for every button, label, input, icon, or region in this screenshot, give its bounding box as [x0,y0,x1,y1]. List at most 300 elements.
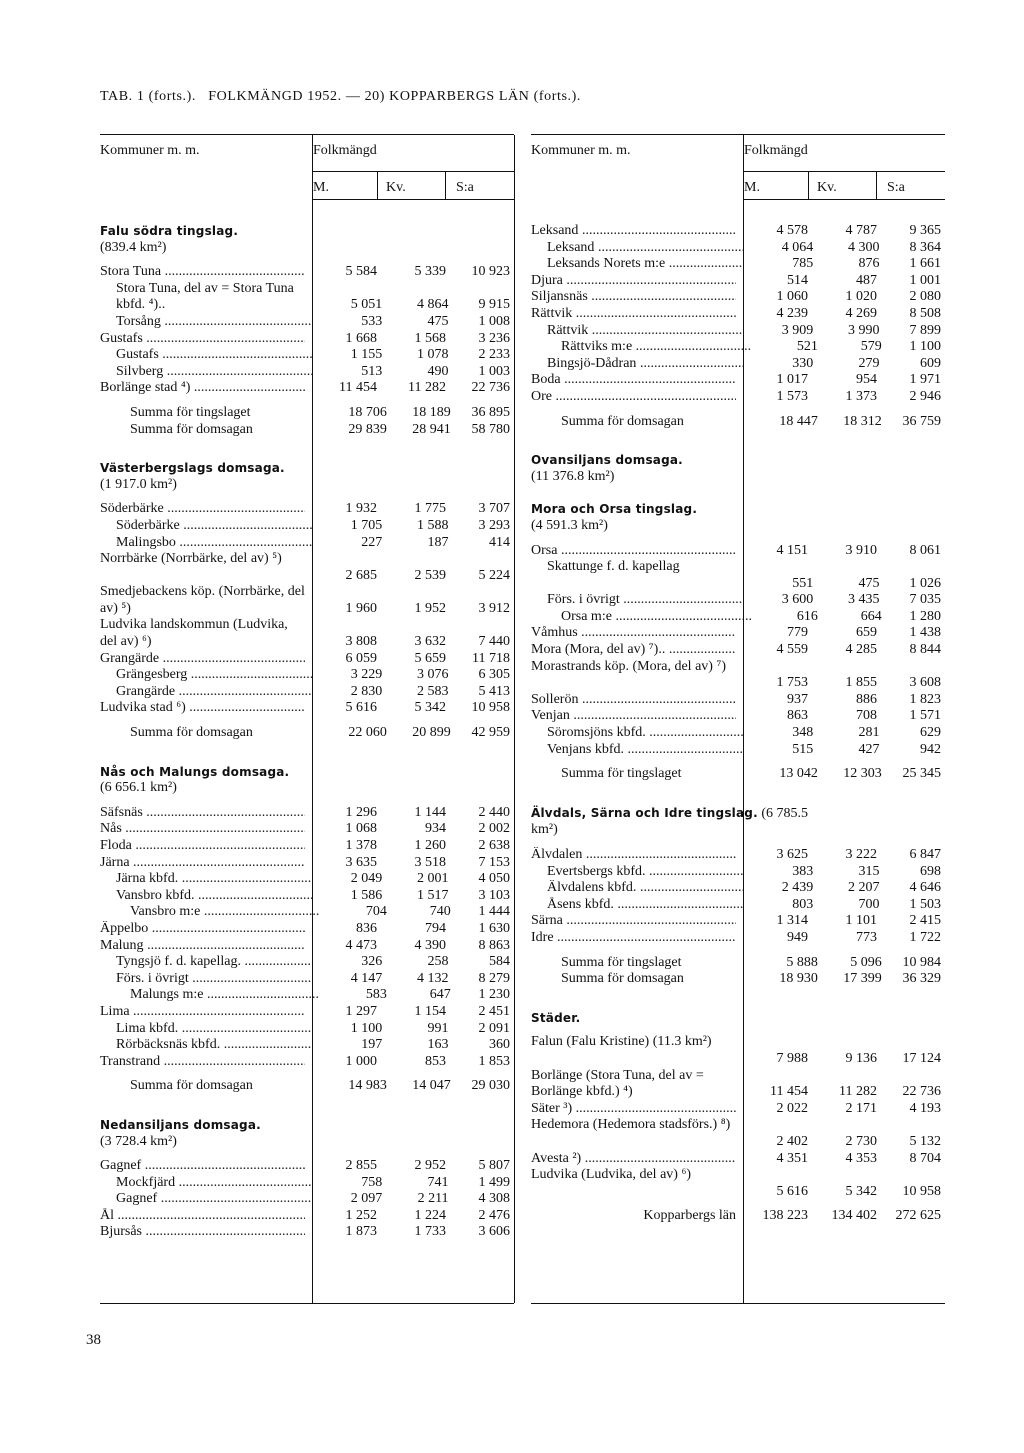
cell-m: 18 447 [779,413,818,429]
cell-kv: 1 101 [845,913,877,929]
section-title: Nås och Malungs domsaga. [100,764,290,779]
cell-sa: 2 476 [478,1207,510,1223]
cell-sa: 1 003 [478,363,510,379]
cell-m: 6 059 [345,650,377,666]
table-row [100,667,514,684]
row-name: Leksands Norets m:e ..... [547,256,744,273]
row-name: Ludvika landskommun (Ludvika, del av) ⁶) [100,617,288,650]
cell-kv: 490 [427,363,449,379]
cell-m: 937 [787,691,808,707]
cell-kv: 5 659 [414,650,446,666]
cell-m: 2 830 [350,683,383,699]
cell-m: 5 051 [350,297,383,313]
row-name: Silvberg ..... [116,364,313,381]
cell-sa: 2 440 [478,804,510,820]
cell-sa: 9 915 [478,297,510,313]
table-row [531,930,945,947]
row-name: Ludvika (Ludvika, del av) ⁶) [531,1167,691,1183]
cell-kv: 4 132 [417,970,449,986]
cell-kv: 20 899 [412,725,451,741]
cell-sa: 1 100 [909,339,941,355]
table-row [531,592,945,609]
row-name: Malungs m:e ..... [130,987,320,1004]
table-row [531,256,945,273]
cell-m: 3 229 [350,667,383,683]
cell-kv: 4 390 [414,937,446,953]
table-row [100,684,514,701]
section-title: Ovansiljans domsaga. [531,453,683,468]
cell-sa: 5 132 [909,1133,941,1149]
column-m: M. [313,180,329,195]
cell-m: 1 873 [345,1224,377,1240]
cell-kv: 1 224 [414,1207,446,1223]
county-title: 20) KOPPARBERGS LÄN (forts.). [364,89,581,104]
cell-sa: 4 050 [478,871,510,887]
cell-kv: 1 260 [414,838,446,853]
page-header [100,89,960,105]
row-name: Rättviks m:e ..... [561,339,751,356]
cell-sa: 22 736 [471,380,510,396]
section-area: (6 785.5 km²) [531,805,809,838]
cell-m: 4 473 [345,937,377,953]
row-name: Säter ³) ..... [531,1101,736,1118]
row-name: Ore ..... [531,389,736,406]
cell-kv: 954 [856,372,877,388]
header-bottom-rule [312,199,514,200]
cell-m: 1 378 [345,838,377,853]
cell-m: 513 [361,363,383,379]
cell-m: 1 252 [345,1207,377,1223]
cell-sa: 10 958 [471,700,510,716]
row-name: Mora (Mora, del av) ⁷).. ..... [531,642,736,659]
row-name: Våmhus ..... [531,625,736,642]
table-row [100,347,514,364]
cell-kv: 2 211 [417,1191,449,1207]
cell-kv: 2 952 [414,1158,446,1174]
cell-kv: 3 222 [845,847,877,862]
cell-sa: 5 413 [478,683,510,699]
row-name: Ål ..... [100,1208,305,1225]
cell-sa: 22 736 [902,1084,941,1100]
row-name: Transtrand ..... [100,1054,305,1071]
cell-m: 514 [787,272,808,288]
cell-sa: 8 364 [909,239,941,255]
cell-kv: 853 [425,1053,446,1069]
table-row [531,273,945,290]
cell-m: 785 [792,256,814,272]
row-name: Venjan ..... [531,708,736,725]
cell-sa: 5 224 [478,567,510,583]
cell-kv: 1 078 [417,347,449,363]
section-area: (3 728.4 km²) [100,1133,177,1149]
table-row [531,323,945,340]
table-row [531,659,945,692]
table-row [531,625,945,642]
cell-sa: 1 499 [478,1174,510,1190]
row-name: Floda ..... [100,838,305,855]
table-row [531,880,945,897]
cell-m: 5 616 [345,700,377,716]
cell-kv: 4 300 [848,239,880,255]
row-name: Lima kbfd. ..... [116,1021,313,1038]
cell-sa: 2 233 [478,347,510,363]
table-row [531,1034,945,1067]
cell-kv: 1 733 [414,1224,446,1240]
row-name: Orsa ..... [531,543,736,560]
cell-m: 2 402 [776,1133,808,1149]
table-row [531,306,945,323]
cell-m: 704 [365,904,387,920]
row-name: Järna kbfd. ..... [116,871,313,888]
cell-m: 13 042 [779,766,818,782]
row-name: Malung ..... [100,938,305,955]
cell-m: 2 097 [350,1191,383,1207]
cell-sa: 8 844 [909,642,941,658]
summary-row [531,971,945,988]
section-title: Städer. [531,1010,581,1025]
cell-kv: 1 154 [414,1003,446,1019]
cell-m: 515 [792,741,814,757]
row-name: Norrbärke (Norrbärke, del av) ⁵) [100,551,282,567]
section-area: (6 656.1 km²) [100,780,177,796]
cell-sa: 3 606 [478,1224,510,1240]
cell-sa: 584 [489,954,510,970]
table-row [100,651,514,668]
cell-kv: 659 [856,625,877,641]
cell-kv: 3 435 [848,592,880,608]
row-name: Säfsnäs ..... [100,805,305,822]
cell-sa: 1 444 [478,904,510,920]
cell-sa: 360 [489,1037,510,1053]
section-area: (4 591.3 km²) [531,517,608,533]
cell-kv: 2 001 [417,871,449,887]
right-table-header [531,135,945,199]
sum-label: Summa för domsagan [561,413,684,429]
table-row [100,838,514,855]
table-row [100,1175,514,1192]
cell-sa: 58 780 [471,421,510,437]
cell-m: 533 [361,313,383,329]
row-name: Malingsbo ..... [116,535,313,552]
cell-kv: 18 189 [412,404,451,420]
cell-kv: 773 [856,929,877,945]
cell-kv: 1 588 [417,517,449,533]
cell-m: 29 839 [348,421,387,437]
row-name: Älvdalen ..... [531,847,736,864]
left-table-header [100,135,514,199]
row-name: Bjursås ..... [100,1224,305,1241]
column-divider [377,171,378,199]
cell-kv: 134 402 [831,1208,877,1224]
cell-m: 4 559 [776,642,808,658]
row-name: Leksand ..... [531,223,736,240]
column-divider [445,171,446,199]
section-title: Falu södra tingslag. [100,224,239,238]
cell-sa: 2 080 [909,289,941,305]
cell-kv: 1 568 [414,330,446,346]
cell-sa: 29 030 [471,1078,510,1094]
column-kommuner: Kommuner m. m. [531,143,631,158]
total-row [531,1208,945,1225]
cell-m: 1 297 [345,1003,377,1019]
cell-kv: 2 583 [417,683,449,699]
row-name: Borlänge stad ⁴) ..... [100,380,305,397]
table-row [531,609,945,626]
cell-kv: 187 [427,534,449,550]
table-row [100,551,514,584]
table-row [100,1224,514,1241]
cell-sa: 2 002 [478,821,510,837]
cell-m: 2 685 [345,567,377,583]
cell-sa: 4 193 [909,1100,941,1116]
cell-sa: 36 759 [902,413,941,429]
table-row [100,281,514,314]
cell-m: 5 616 [776,1183,808,1199]
cell-m: 2 049 [350,871,383,887]
row-name: Stora Tuna ..... [100,264,305,281]
table-row [531,1117,945,1150]
cell-kv: 2 539 [414,567,446,583]
cell-m: 1 586 [350,887,383,903]
table-row [100,518,514,535]
cell-kv: 5 096 [850,954,882,970]
cell-kv: 487 [856,272,877,288]
table-row [100,584,514,617]
cell-kv: 5 342 [414,700,446,716]
cell-kv: 3 632 [414,634,446,650]
cell-m: 1 000 [345,1053,377,1069]
table-row [531,913,945,930]
table-row [100,1004,514,1021]
table-row [100,380,514,397]
cell-kv: 5 342 [845,1183,877,1199]
table-row [100,855,514,872]
table-row [100,1054,514,1071]
cell-m: 4 064 [781,239,814,255]
table-row [531,742,945,759]
cell-sa: 6 847 [909,847,941,862]
cell-m: 1 017 [776,372,808,388]
title-dash: — [345,89,361,104]
cell-m: 326 [361,954,383,970]
table-row [531,708,945,725]
row-name: Gustafs ..... [100,331,305,348]
cell-sa: 1 503 [909,896,941,912]
table-number: TAB. 1 (forts.). [100,89,196,104]
cell-m: 1 960 [345,600,377,616]
column-divider [808,171,809,199]
cell-sa: 1 823 [909,691,941,707]
cell-kv: 163 [427,1037,449,1053]
row-name: Gagnef ..... [116,1191,313,1208]
cell-kv: 2 730 [845,1133,877,1149]
cell-m: 1 932 [345,501,377,517]
cell-m: 1 573 [776,388,808,404]
cell-m: 1 705 [350,517,383,533]
table-row [100,1208,514,1225]
sum-label: Summa för tingslaget [561,954,682,970]
row-name: Orsa m:e ..... [561,609,751,626]
row-name: Falun (Falu Kristine) (11.3 km²) [531,1034,712,1050]
column-folkmangd: Folkmängd [313,143,377,158]
section-area: (839.4 km²) [100,239,167,255]
sum-label: Summa för domsagan [130,725,253,741]
table-row [531,1101,945,1118]
cell-sa: 414 [489,534,510,550]
row-name: Söromsjöns kbfd. ..... [547,725,744,742]
cell-sa: 2 946 [909,388,941,404]
cell-m: 758 [361,1174,383,1190]
cell-kv: 11 282 [408,380,446,396]
cell-kv: 4 864 [417,297,449,313]
cell-sa: 3 103 [478,887,510,903]
cell-m: 18 706 [348,404,387,420]
cell-m: 22 060 [348,725,387,741]
header-bottom-rule [743,199,945,200]
cell-sa: 1 971 [909,372,941,388]
cell-kv: 3 518 [414,854,446,870]
column-kommuner: Kommuner m. m. [100,143,200,158]
cell-m: 4 351 [776,1150,808,1166]
cell-sa: 942 [920,741,941,757]
cell-m: 330 [792,355,814,371]
cell-kv: 1 517 [417,887,449,903]
table-row [531,389,945,406]
cell-sa: 10 984 [902,954,941,970]
cell-sa: 1 280 [909,608,941,624]
cell-sa: 609 [920,355,941,371]
row-name: Nås ..... [100,821,305,838]
column-kv: Kv. [386,180,406,195]
table-row [100,871,514,888]
row-name: Särna ..... [531,913,736,930]
cell-sa: 6 305 [478,667,510,683]
cell-sa: 3 608 [909,675,941,691]
summary-row [531,766,945,783]
cell-kv: 2 171 [845,1100,877,1116]
cell-kv: 876 [858,256,880,272]
table-row [100,617,514,650]
left-rows [100,223,514,1241]
summary-row [100,725,514,742]
sum-label: Summa för tingslaget [561,766,682,782]
cell-m: 7 988 [776,1050,808,1066]
summary-row [531,414,945,431]
table-title: FOLKMÄNGD 1952. [208,89,342,104]
table-row [531,559,945,592]
section-title: Älvdals, Särna och Idre tingslag. [531,805,758,820]
row-name: Åsens kbfd. ..... [547,897,744,914]
cell-sa: 4 646 [909,880,941,896]
cell-kv: 1 144 [414,804,446,820]
cell-m: 1 753 [776,675,808,691]
cell-kv: 934 [425,821,446,837]
column-m: M. [744,180,760,195]
table-row [100,264,514,281]
cell-sa: 1 630 [478,920,510,936]
cell-sa: 4 308 [478,1191,510,1207]
cell-kv: 475 [858,575,880,591]
cell-m: 18 930 [779,971,818,987]
table-row [531,240,945,257]
section-area: (1 917.0 km²) [100,476,177,492]
row-name: Gustafs ..... [116,347,313,364]
section-title: Nedansiljans domsaga. [100,1117,261,1132]
cell-sa: 3 293 [478,517,510,533]
section-title: Mora och Orsa tingslag. [531,502,698,517]
cell-sa: 8 863 [478,937,510,953]
row-name: Äppelbo ..... [100,921,305,938]
cell-sa: 9 365 [909,223,941,238]
cell-sa: 17 124 [902,1050,941,1066]
cell-m: 583 [365,987,387,1003]
cell-m: 3 635 [345,854,377,870]
section-heading [531,805,945,839]
cell-kv: 5 339 [414,264,446,280]
row-name: Grängesberg ..... [116,667,313,684]
row-name: Borlänge (Stora Tuna, del av = Borlänge kbfd.) ⁴) [531,1067,704,1100]
cell-m: 138 223 [762,1208,808,1224]
cell-m: 14 983 [348,1078,387,1094]
cell-m: 949 [787,929,808,945]
cell-m: 4 239 [776,305,808,321]
cell-m: 5 888 [786,954,818,970]
cell-sa: 8 704 [909,1150,941,1166]
cell-sa: 1 026 [909,575,941,591]
table-row [531,864,945,881]
cell-m: 803 [792,896,814,912]
cell-sa: 3 236 [478,330,510,346]
table-row [531,642,945,659]
cell-sa: 7 440 [478,634,510,650]
cell-m: 197 [361,1037,383,1053]
cell-m: 1 060 [776,289,808,305]
row-name: Mockfjärd ..... [116,1175,313,1192]
row-name: Tyngsjö f. d. kapellag. ..... [116,954,313,971]
cell-sa: 629 [920,725,941,741]
total-label: Kopparbergs län [643,1208,736,1224]
cell-m: 2 022 [776,1100,808,1116]
table-row [100,888,514,905]
cell-kv: 1 373 [845,388,877,404]
row-name: Bingsjö-Dådran ..... [547,356,744,373]
row-name: Boda ..... [531,372,736,389]
cell-kv: 281 [858,725,880,741]
cell-kv: 579 [860,339,882,355]
cell-kv: 11 282 [839,1084,877,1100]
cell-sa: 42 959 [471,725,510,741]
row-name: Siljansnäs ..... [531,289,736,306]
cell-kv: 14 047 [412,1078,451,1094]
row-name: Förs. i övrigt ..... [116,971,313,988]
cell-sa: 2 415 [909,913,941,929]
cell-kv: 740 [429,904,451,920]
row-name: Förs. i övrigt ..... [547,592,744,609]
row-name: Torsång ..... [116,314,313,331]
row-name: Venjans kbfd. ..... [547,742,744,759]
table-row [100,805,514,822]
table-row [100,314,514,331]
cell-m: 1 155 [350,347,383,363]
sum-label: Summa för tingslaget [130,404,251,420]
cell-sa: 7 035 [909,592,941,608]
cell-kv: 1 952 [414,600,446,616]
table-row [531,725,945,742]
cell-kv: 12 303 [843,766,882,782]
cell-m: 521 [796,339,818,355]
left-table [100,134,514,1304]
cell-sa: 1 230 [478,987,510,1003]
